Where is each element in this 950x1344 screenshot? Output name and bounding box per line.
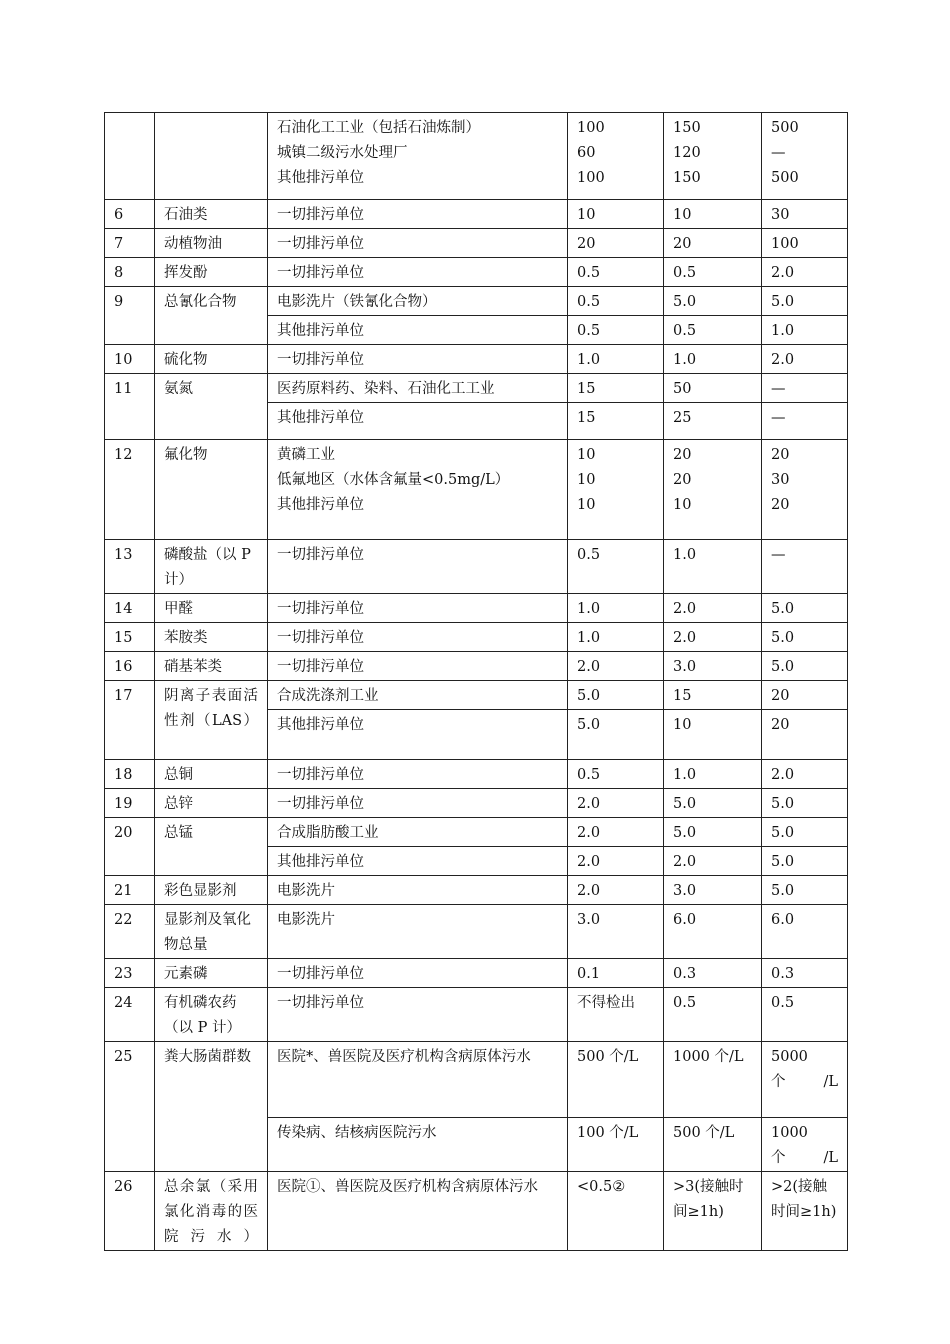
grade2-cell: 15 (664, 681, 762, 710)
row-number-cell (105, 113, 155, 200)
grade3-cell: 5.0 (762, 287, 848, 316)
source-cell: 一切排污单位 (268, 959, 568, 988)
grade3-cell: 1.0 (762, 316, 848, 345)
pollutant-cell: 挥发酚 (155, 258, 268, 287)
grade2-cell: 500 个/L (664, 1118, 762, 1172)
row-number-cell: 24 (105, 988, 155, 1042)
grade2-value: 20 (673, 472, 692, 488)
grade2-cell: 0.3 (664, 959, 762, 988)
row-number-cell: 13 (105, 540, 155, 594)
row-number-cell: 23 (105, 959, 155, 988)
source-cell: 传染病、结核病医院污水 (268, 1118, 568, 1172)
grade1-cell: 2.0 (568, 876, 664, 905)
row-number-cell: 11 (105, 374, 155, 440)
grade1-cell: 2.0 (568, 847, 664, 876)
row-number-cell: 18 (105, 760, 155, 789)
table-row (105, 818, 848, 847)
source-cell: 其他排污单位 (268, 403, 568, 440)
grade1-cell: 20 (568, 229, 664, 258)
pollutant-cell: 彩色显影剂 (155, 876, 268, 905)
grade1-cell (568, 113, 664, 200)
grade3-cell: 100 (762, 229, 848, 258)
source-cell (268, 113, 568, 200)
grade3-label: >2(接触时间≥1h) (771, 1179, 837, 1220)
grade1-cell: 2.0 (568, 818, 664, 847)
row-number-cell: 21 (105, 876, 155, 905)
row-number-cell: 7 (105, 229, 155, 258)
grade2-label: >3(接触时间≥1h) (673, 1179, 744, 1220)
grade2-cell: 10 (664, 200, 762, 229)
grade2-cell: 5.0 (664, 789, 762, 818)
table-row (105, 988, 848, 1042)
source-cell (268, 1172, 568, 1251)
row-number-cell: 8 (105, 258, 155, 287)
row-number-cell: 12 (105, 440, 155, 540)
grade3-cell: 5.0 (762, 789, 848, 818)
grade1-cell: 10 (568, 200, 664, 229)
source-cell: 合成脂肪酸工业 (268, 818, 568, 847)
grade2-cell: 6.0 (664, 905, 762, 959)
source-label: 医院*、兽医院及医疗机构含病原体污水 (277, 1049, 531, 1065)
grade2-cell: 1.0 (664, 345, 762, 374)
grade3-cell: 5.0 (762, 818, 848, 847)
grade3-cell: 2.0 (762, 258, 848, 287)
pollutant-cell: 总氰化合物 (155, 287, 268, 345)
row-number-cell: 22 (105, 905, 155, 959)
row-number-cell: 6 (105, 200, 155, 229)
source-line: 低氟地区（水体含氟量<0.5mg/L） (277, 472, 510, 488)
grade1-cell: 1.0 (568, 594, 664, 623)
grade2-value: 150 (673, 120, 701, 136)
grade1-value: 60 (577, 145, 596, 161)
grade2-value: 120 (673, 145, 701, 161)
grade1-cell: 5.0 (568, 681, 664, 710)
table-row (105, 905, 848, 959)
source-cell: 一切排污单位 (268, 200, 568, 229)
source-cell: 一切排污单位 (268, 258, 568, 287)
pollutant-cell: 硝基苯类 (155, 652, 268, 681)
row-number-cell: 17 (105, 681, 155, 760)
grade1-cell: 2.0 (568, 789, 664, 818)
source-line: 其他排污单位 (277, 497, 364, 513)
table-row (105, 287, 848, 316)
table-row (105, 374, 848, 403)
grade1-cell: 15 (568, 403, 664, 440)
table-row (105, 258, 848, 287)
source-cell: 一切排污单位 (268, 652, 568, 681)
grade3-cell: 30 (762, 200, 848, 229)
grade1-value: 10 (577, 472, 596, 488)
grade3-cell (762, 1042, 848, 1118)
grade1-cell: 2.0 (568, 652, 664, 681)
row-number-cell: 26 (105, 1172, 155, 1251)
grade2-cell: 1.0 (664, 760, 762, 789)
source-cell (268, 440, 568, 540)
pollution-standards-table (104, 112, 848, 1251)
pollutant-cell: 甲醛 (155, 594, 268, 623)
pollutant-label: 阴离子表面活性剂（LAS） (164, 688, 258, 729)
grade1-value: 100 (577, 120, 605, 136)
source-cell: 合成洗涤剂工业 (268, 681, 568, 710)
grade3-cell (762, 440, 848, 540)
table-row (105, 652, 848, 681)
grade1-cell: 1.0 (568, 345, 664, 374)
grade3-value: — (771, 145, 786, 161)
source-cell: 一切排污单位 (268, 623, 568, 652)
grade2-cell: 20 (664, 229, 762, 258)
grade1-cell: 100 个/L (568, 1118, 664, 1172)
pollutant-cell: 总铜 (155, 760, 268, 789)
source-line: 石油化工工业（包括石油炼制） (277, 120, 480, 136)
grade3-value: 500 (771, 120, 799, 136)
source-cell: 电影洗片 (268, 905, 568, 959)
pollutant-cell: 苯胺类 (155, 623, 268, 652)
grade3-cell (762, 1172, 848, 1251)
grade3-cell: — (762, 403, 848, 440)
table-row (105, 876, 848, 905)
grade3-cell: 6.0 (762, 905, 848, 959)
grade2-cell: 1000 个/L (664, 1042, 762, 1118)
grade1-cell: 0.1 (568, 959, 664, 988)
grade2-cell (664, 440, 762, 540)
grade1-cell: 0.5 (568, 760, 664, 789)
row-number-cell: 9 (105, 287, 155, 345)
pollutant-cell (155, 905, 268, 959)
grade3-cell: 2.0 (762, 760, 848, 789)
pollutant-cell: 氨氮 (155, 374, 268, 440)
source-cell: 电影洗片 (268, 876, 568, 905)
pollutant-cell: 总锌 (155, 789, 268, 818)
grade2-value: 20 (673, 447, 692, 463)
grade2-cell: 1.0 (664, 540, 762, 594)
grade1-cell: 15 (568, 374, 664, 403)
grade3-label: 5000 个/L (771, 1049, 838, 1090)
row-number-cell: 20 (105, 818, 155, 876)
pollutant-label: 有机磷农药（以 P 计） (164, 995, 241, 1036)
grade1-value: 10 (577, 447, 596, 463)
pollutant-cell: 石油类 (155, 200, 268, 229)
grade1-cell: 0.5 (568, 287, 664, 316)
pollutant-cell (155, 681, 268, 760)
grade2-cell: 25 (664, 403, 762, 440)
grade3-cell: — (762, 374, 848, 403)
pollutant-label: 显影剂及氧化物总量 (164, 912, 251, 953)
source-cell: 电影洗片（铁氰化合物） (268, 287, 568, 316)
pollutant-cell: 硫化物 (155, 345, 268, 374)
table-row (105, 959, 848, 988)
grade2-cell (664, 113, 762, 200)
grade2-cell (664, 1172, 762, 1251)
source-cell: 一切排污单位 (268, 789, 568, 818)
row-number-cell: 14 (105, 594, 155, 623)
grade2-cell: 0.5 (664, 316, 762, 345)
source-cell: 一切排污单位 (268, 760, 568, 789)
grade3-cell: 5.0 (762, 623, 848, 652)
pollutant-label: 总余氯（采用氯化消毒的医院污水） (164, 1179, 258, 1245)
source-cell: 一切排污单位 (268, 229, 568, 258)
grade3-cell (762, 1118, 848, 1172)
row-number-cell: 15 (105, 623, 155, 652)
grade2-value: 150 (673, 170, 701, 186)
table-row (105, 1172, 848, 1251)
grade3-cell: — (762, 540, 848, 594)
source-cell: 一切排污单位 (268, 345, 568, 374)
pollutant-cell: 动植物油 (155, 229, 268, 258)
pollutant-cell (155, 113, 268, 200)
source-cell: 医药原料药、染料、石油化工工业 (268, 374, 568, 403)
grade1-cell: 0.5 (568, 258, 664, 287)
grade2-cell: 3.0 (664, 652, 762, 681)
source-line: 其他排污单位 (277, 170, 364, 186)
table-row (105, 229, 848, 258)
grade3-cell: 20 (762, 681, 848, 710)
pollutant-cell: 元素磷 (155, 959, 268, 988)
table-row (105, 623, 848, 652)
grade3-cell: 2.0 (762, 345, 848, 374)
pollutant-cell: 总锰 (155, 818, 268, 876)
source-cell: 其他排污单位 (268, 316, 568, 345)
grade3-value: 20 (771, 447, 790, 463)
grade3-cell: 0.3 (762, 959, 848, 988)
grade2-cell: 2.0 (664, 847, 762, 876)
table-row (105, 760, 848, 789)
source-cell: 一切排污单位 (268, 988, 568, 1042)
grade3-value: 500 (771, 170, 799, 186)
grade2-cell: 0.5 (664, 988, 762, 1042)
pollutant-cell: 氟化物 (155, 440, 268, 540)
grade1-cell: 0.5 (568, 316, 664, 345)
table-row (105, 200, 848, 229)
grade3-cell: 5.0 (762, 652, 848, 681)
grade3-cell: 5.0 (762, 876, 848, 905)
grade1-cell: 500 个/L (568, 1042, 664, 1118)
grade1-cell (568, 440, 664, 540)
grade3-value: 20 (771, 497, 790, 513)
grade1-cell: <0.5② (568, 1172, 664, 1251)
pollutant-cell (155, 1172, 268, 1251)
row-number-cell: 19 (105, 789, 155, 818)
grade2-cell: 10 (664, 710, 762, 760)
grade3-cell (762, 113, 848, 200)
grade3-value: 30 (771, 472, 790, 488)
grade2-cell: 2.0 (664, 594, 762, 623)
source-cell: 一切排污单位 (268, 594, 568, 623)
grade2-cell: 50 (664, 374, 762, 403)
source-line: 城镇二级污水处理厂 (277, 145, 408, 161)
table-row (105, 789, 848, 818)
grade1-value: 100 (577, 170, 605, 186)
table-row (105, 594, 848, 623)
row-number-cell: 16 (105, 652, 155, 681)
grade1-cell: 不得检出 (568, 988, 664, 1042)
grade1-cell: 3.0 (568, 905, 664, 959)
pollutant-cell (155, 1042, 268, 1172)
pollutant-cell (155, 988, 268, 1042)
pollutant-cell (155, 540, 268, 594)
grade3-label: 1000 个/L (771, 1125, 838, 1166)
grade1-cell: 0.5 (568, 540, 664, 594)
row-number-cell: 10 (105, 345, 155, 374)
source-cell (268, 1042, 568, 1118)
source-label: 医院①、兽医院及医疗机构含病原体污水 (277, 1179, 538, 1195)
pollutant-label: 磷酸盐（以 P 计） (164, 547, 251, 588)
table-row (105, 681, 848, 710)
grade3-cell: 0.5 (762, 988, 848, 1042)
grade1-cell: 1.0 (568, 623, 664, 652)
table-row (105, 440, 848, 540)
grade2-cell: 2.0 (664, 623, 762, 652)
grade3-cell: 5.0 (762, 847, 848, 876)
grade2-cell: 5.0 (664, 818, 762, 847)
grade2-cell: 3.0 (664, 876, 762, 905)
grade2-cell: 0.5 (664, 258, 762, 287)
source-cell: 其他排污单位 (268, 847, 568, 876)
grade1-value: 10 (577, 497, 596, 513)
grade2-cell: 5.0 (664, 287, 762, 316)
table-row (105, 113, 848, 200)
grade3-cell: 20 (762, 710, 848, 760)
source-cell: 一切排污单位 (268, 540, 568, 594)
grade1-cell: 5.0 (568, 710, 664, 760)
grade2-value: 10 (673, 497, 692, 513)
pollutant-label: 粪大肠菌群数 (164, 1049, 251, 1065)
table-row (105, 540, 848, 594)
grade3-cell: 5.0 (762, 594, 848, 623)
source-line: 黄磷工业 (277, 447, 335, 463)
row-number-cell: 25 (105, 1042, 155, 1172)
source-cell: 其他排污单位 (268, 710, 568, 760)
table-row (105, 345, 848, 374)
table-row (105, 1042, 848, 1118)
